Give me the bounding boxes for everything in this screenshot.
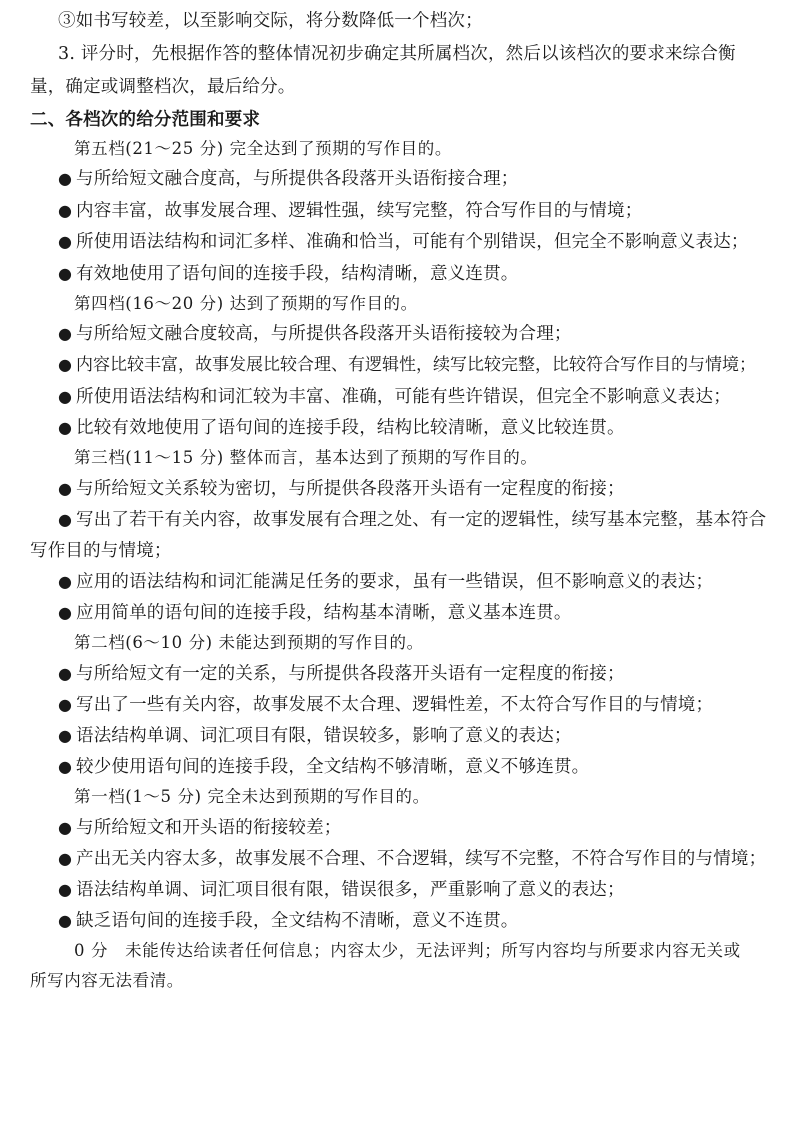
band-3-item-cont: 写作目的与情境； [30,541,172,561]
band-3-item: ● 应用的语法结构和词汇能满足任务的要求，虽有一些错误，但不影响意义的表达； [58,572,714,592]
band-1-item: ● 产出无关内容太多，故事发展不合理、不合逻辑，续写不完整，不符合写作目的与情境； [58,849,767,869]
band-1-title: 第一档(1～5 分) 完全未达到预期的写作目的。 [74,787,430,806]
band-3-item: ● 写出了若干有关内容，故事发展有合理之处、有一定的逻辑性，续写基本完整，基本符合 [58,510,767,530]
band-4-item: ● 所使用语法结构和词汇较为丰富、准确，可能有些许错误，但完全不影响意义表达； [58,387,731,407]
band-5-item: ● 有效地使用了语句间的连接手段，结构清晰，意义连贯。 [58,264,519,284]
band-4-item: ● 内容比较丰富，故事发展比较合理、有逻辑性，续写比较完整，比较符合写作目的与情境； [58,355,756,375]
band-5-title: 第五档(21～25 分) 完全达到了预期的写作目的。 [74,139,452,158]
band-1-item: ● 语法结构单调、词汇项目很有限，错误很多，严重影响了意义的表达； [58,880,625,900]
scoring-rule-3-cont: 量，确定或调整档次，最后给分。 [30,77,296,97]
band-0-description: 0 分 未能传达给读者任何信息；内容太少，无法评判；所写内容均与所要求内容无关或 [74,941,741,960]
band-1-item: ● 与所给短文和开头语的衔接较差； [58,818,342,838]
band-2-item: ● 写出了一些有关内容，故事发展不太合理、逻辑性差，不太符合写作目的与情境； [58,695,714,715]
band-4-item: ● 比较有效地使用了语句间的连接手段，结构比较清晰，意义比较连贯。 [58,418,625,438]
band-3-item: ● 应用简单的语句间的连接手段，结构基本清晰，意义基本连贯。 [58,603,572,623]
section-heading: 二、各档次的给分范围和要求 [30,110,261,130]
band-5-item: ● 所使用语法结构和词汇多样、准确和恰当，可能有个别错误，但完全不影响意义表达； [58,232,749,252]
band-4-title: 第四档(16～20 分) 达到了预期的写作目的。 [74,294,418,313]
band-1-item: ● 缺乏语句间的连接手段，全文结构不清晰，意义不连贯。 [58,911,519,931]
scoring-rule-3-note: ③如书写较差，以至影响交际，将分数降低一个档次； [58,11,483,31]
band-4-item: ● 与所给短文融合度较高，与所提供各段落开头语衔接较为合理； [58,324,572,344]
band-5-item: ● 与所给短文融合度高，与所提供各段落开头语衔接合理； [58,169,519,189]
band-0-description-cont: 所写内容无法看清。 [30,971,184,990]
band-2-item: ● 语法结构单调、词汇项目有限，错误较多，影响了意义的表达； [58,726,572,746]
band-3-title: 第三档(11～15 分) 整体而言，基本达到了预期的写作目的。 [74,448,538,467]
band-2-item: ● 与所给短文有一定的关系，与所提供各段落开头语有一定程度的衔接； [58,664,625,684]
band-2-title: 第二档(6～10 分) 未能达到预期的写作目的。 [74,633,424,652]
band-5-item: ● 内容丰富，故事发展合理、逻辑性强，续写完整，符合写作目的与情境； [58,201,643,221]
band-3-item: ● 与所给短文关系较为密切，与所提供各段落开头语有一定程度的衔接； [58,479,625,499]
band-2-item: ● 较少使用语句间的连接手段，全文结构不够清晰，意义不够连贯。 [58,757,590,777]
scoring-rule-3: 3. 评分时，先根据作答的整体情况初步确定其所属档次，然后以该档次的要求来综合衡 [58,44,736,64]
